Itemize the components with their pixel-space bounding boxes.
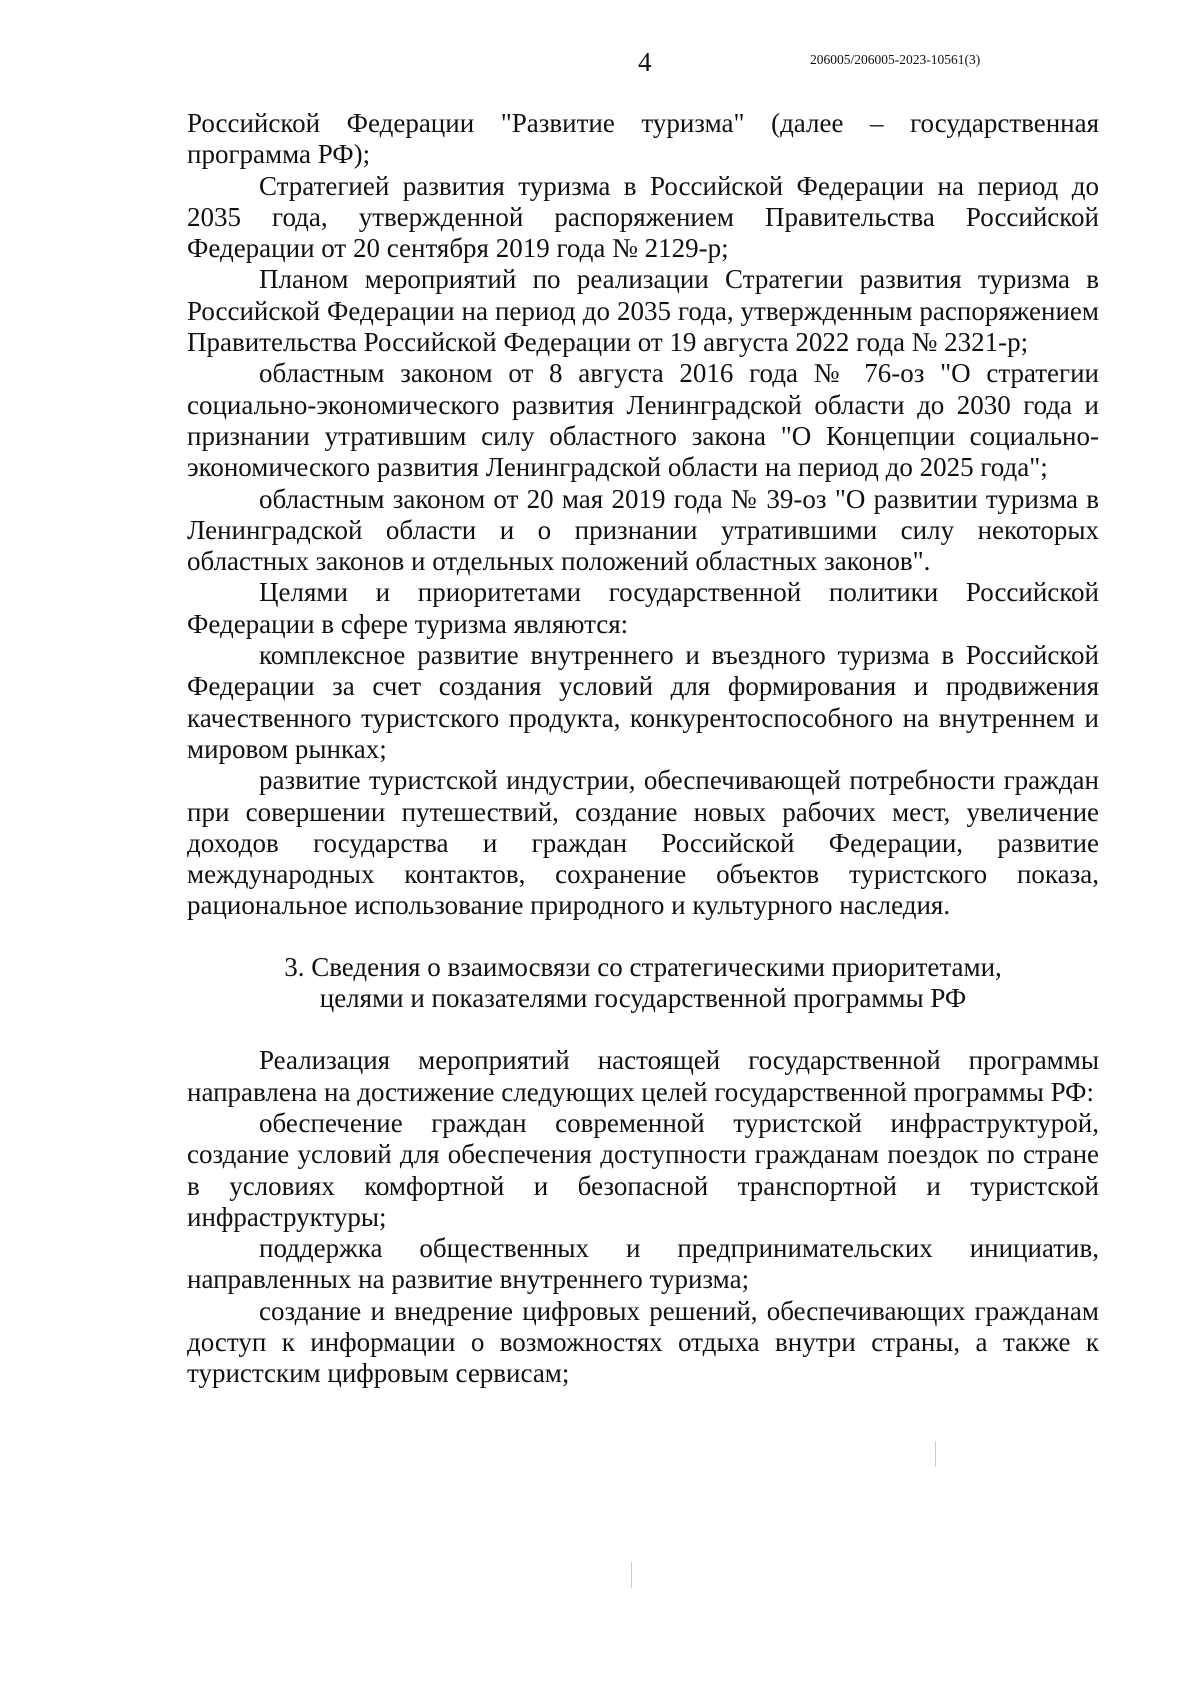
document-code: 206005/206005-2023-10561(3)	[810, 52, 981, 67]
paragraph: Стратегией развития туризма в Российской Федерации на период до 2035 года, утвержденной распоряжением Правительства Российской Федерации от 20 сентября 2019 года № 2129-р;	[187, 170, 1099, 264]
paragraph: Реализация мероприятий настоящей государственной программы направлена на достижение следующих целей государственной программы РФ:	[187, 1045, 1099, 1107]
paragraph: комплексное развитие внутреннего и въездного туризма в Российской Федерации за счет создания условий для формирования и продвижения качественного туристского продукта, конкурентоспособного на внутреннем и мировом рынках;	[187, 640, 1099, 764]
paragraph: Целями и приоритетами государственной политики Российской Федерации в сфере туризма являются:	[187, 577, 1099, 639]
page-number: 4	[638, 47, 652, 77]
paragraph: Российской Федерации "Развитие туризма" (далее – государственная программа РФ);	[187, 108, 1099, 170]
scan-mark	[631, 1562, 632, 1588]
paragraph: обеспечение граждан современной туристской инфраструктурой, создание условий для обеспечения доступности гражданам поездок по стране в условиях комфортной и безопасной транспортной и туристской инфраструктуры;	[187, 1107, 1099, 1232]
paragraph: Планом мероприятий по реализации Стратегии развития туризма в Российской Федерации на период до 2035 года, утвержденным распоряжением Правительства Российской Федерации от 19 августа 2022 года № 2321-р;	[187, 264, 1099, 358]
paragraph: создание и внедрение цифровых решений, обеспечивающих гражданам доступ к информации о возможностях отдыха внутри страны, а также к туристским цифровым сервисам;	[187, 1295, 1099, 1389]
scan-mark	[935, 1441, 936, 1467]
section-heading-line: целями и показателями государственной программы РФ	[319, 983, 967, 1014]
paragraph: областным законом от 20 мая 2019 года № 39-оз "О развитии туризма в Ленинградской области и о признании утратившими силу некоторых областных законов и отдельных положений областных законов".	[187, 483, 1099, 577]
section-heading	[187, 952, 1099, 1015]
document-body	[187, 108, 1099, 1390]
paragraph: областным законом от 8 августа 2016 года № 76-оз "О стратегии социально-экономического развития Ленинградской области до 2030 года и признании утратившим силу областного закона "О Концепции социально-экономического развития Ленинградской области на период до 2025 года";	[187, 358, 1099, 483]
paragraph: поддержка общественных и предпринимательских инициатив, направленных на развитие внутреннего туризма;	[187, 1233, 1099, 1295]
section-heading-line: 3. Сведения о взаимосвязи со стратегическими приоритетами,	[284, 951, 1002, 982]
paragraph: развитие туристской индустрии, обеспечивающей потребности граждан при совершении путешествий, создание новых рабочих мест, увеличение доходов государства и граждан Российской Федерации, развитие международных контактов, сохранение объектов туристского показа, рациональное использование природного и культурного наследия.	[187, 765, 1099, 921]
